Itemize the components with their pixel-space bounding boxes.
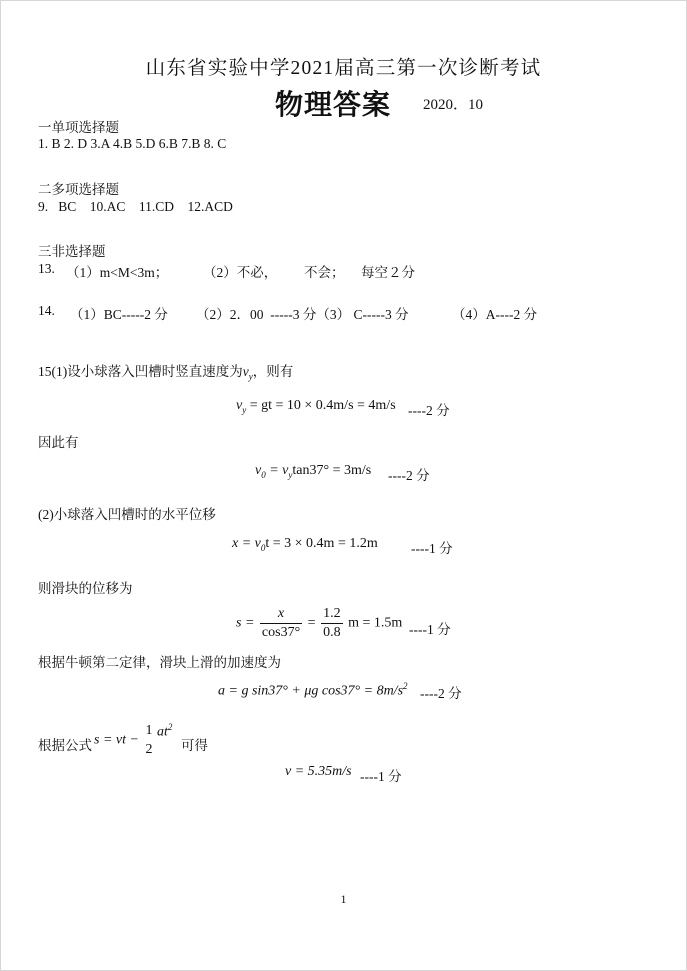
q13-part3: 不会； — [304, 265, 345, 280]
section2-answers: 9. BC 10.AC 11.CD 12.ACD — [38, 199, 233, 214]
equation-x: $x = v_0t = 3 \times 0.4m = 1.2m$ — [232, 536, 378, 553]
q14-part4: （4）A----2 分 — [452, 307, 538, 322]
score-eq3: ----1 分 — [411, 541, 453, 556]
section2-heading: 二多项选择题 — [38, 182, 119, 197]
slider-displacement-label: 则滑块的位移为 — [38, 581, 133, 596]
page-number: 1 — [340, 892, 347, 906]
score-eq5: ----2 分 — [420, 686, 462, 701]
formula-suffix: 可得 — [181, 738, 208, 753]
fraction-half: $\frac{1}{2}$ — [145, 723, 153, 757]
score-eq4: ----1 分 — [409, 622, 451, 637]
q14-part1: （1）BC-----2 分 — [70, 307, 168, 322]
score-eq6: ----1 分 — [360, 769, 402, 784]
equation-s: s = $\frac{x}{\cos 37^\circ}$ = $\frac{1.2}{0.8}$ m = 1.5m — [236, 606, 403, 640]
formula-at2: $at^2$ — [157, 722, 173, 740]
section3-heading: 三非选择题 — [38, 244, 106, 259]
score-eq2: ----2 分 — [388, 468, 430, 483]
q14-number: 14. — [38, 303, 55, 318]
newton-label: 根据牛顿第二定律，滑块上滑的加速度为 — [38, 655, 281, 670]
score-eq1: ----2 分 — [408, 403, 450, 418]
q13-number: 13. — [38, 261, 55, 276]
q15-intro-suffix: ，则有 — [252, 364, 294, 379]
equation-v0: $v_0 = v_y\tan 37^\circ = 3m/s$ — [255, 463, 372, 480]
vy-symbol: $v_y$ — [242, 364, 253, 382]
exam-title: 山东省实验中学2021届高三第一次诊断考试 — [145, 58, 542, 79]
equation-vy: $v_y$ = gt = 10 × 0.4m/s = 4m/s — [236, 398, 396, 415]
formula-s: s = vt − $\frac{1}{2}$ — [94, 723, 153, 757]
therefore-label: 因此有 — [38, 435, 79, 450]
equation-v: v = 5.35m/s — [285, 764, 352, 779]
q15-intro-text: 15(1)设小球落入凹槽时竖直速度为 — [38, 364, 243, 379]
q13-part1: （1）m<M<3m； — [66, 265, 169, 280]
section1-heading: 一单项选择题 — [38, 120, 119, 135]
section1-answers: 1. B 2. D 3.A 4.B 5.D 6.B 7.B 8. C — [38, 136, 227, 151]
q13-part2: （2）不必， — [203, 265, 278, 280]
fraction-x-cos: $\frac{x}{\cos 37^\circ}$ — [261, 606, 301, 640]
answer-title: 物理答案 — [275, 88, 392, 121]
q13-score: 每空２分 — [361, 265, 415, 280]
exam-date: 2020．10 — [423, 97, 484, 113]
formula-prefix: 根据公式 — [38, 738, 92, 753]
equation-a: a = g sin37° + μg $\cos 37^\circ = 8m/s^2$ — [218, 681, 408, 699]
q15-intro — [38, 360, 293, 382]
fraction-1.2-0.8: $\frac{1.2}{0.8}$ — [323, 606, 341, 640]
part2-intro: (2)小球落入凹槽时的水平位移 — [38, 507, 216, 522]
q14-part2-3: （2）2．00 -----3 分（3） C-----3 分 — [196, 307, 409, 322]
